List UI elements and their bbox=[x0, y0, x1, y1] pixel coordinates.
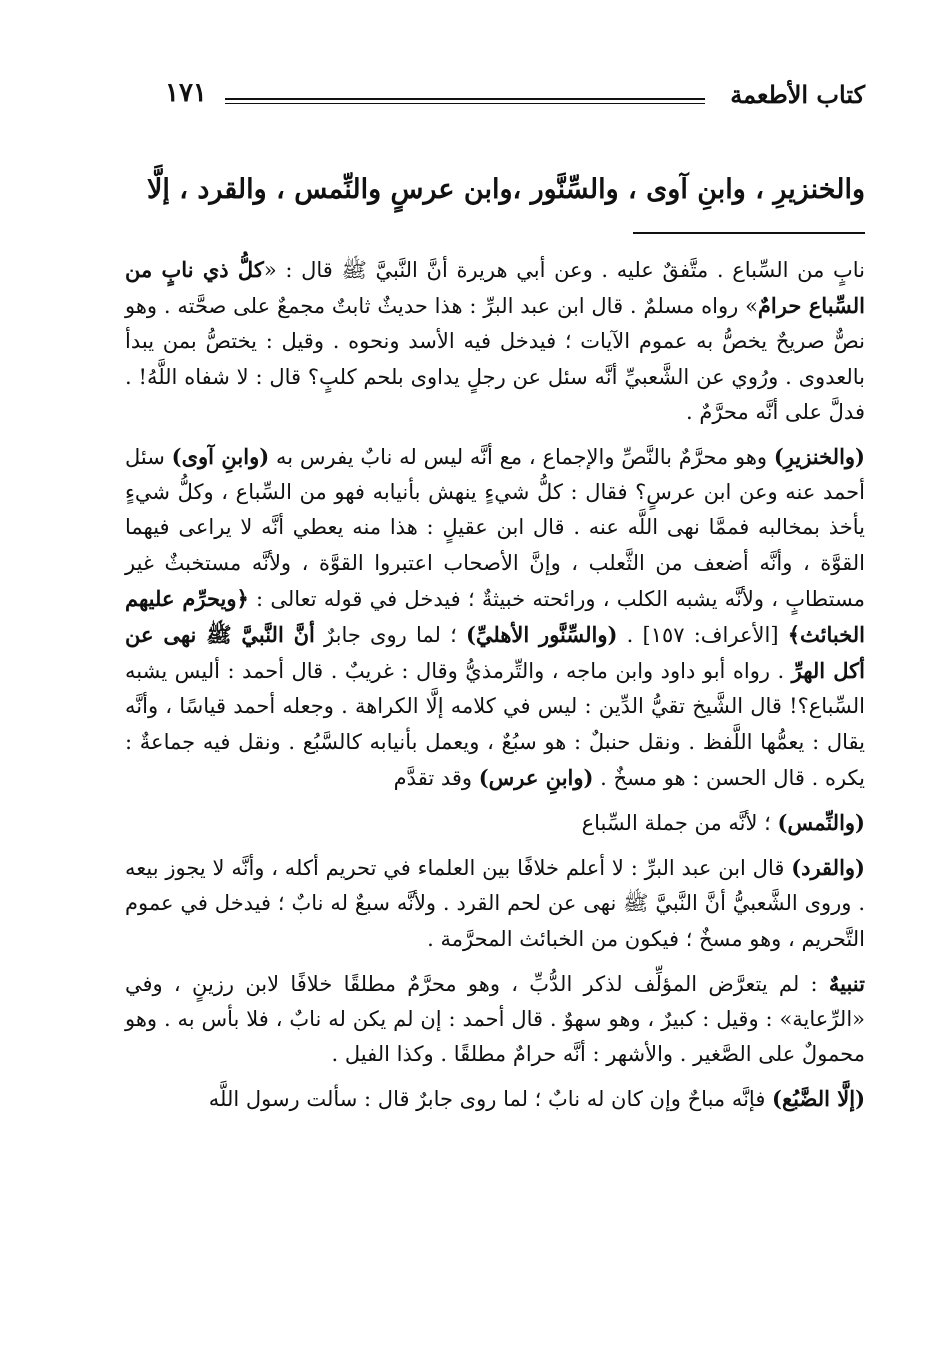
running-header bbox=[125, 78, 865, 118]
header-rule bbox=[225, 98, 705, 104]
text-run: سئل أحمد عنه وعن ابن عرسٍ؟ فقال : كلُّ شيءٍ ينهش بأنيابه فهو من السِّباع ، وكلُّ شيءٍ يأخذ بمخالبه فممَّا نهى اللَّه عنه . قال ابن عقيلٍ : هذا منه يعطي أنَّه لا يراعى فيهما القوَّة ، وأنَّه أضعف من الثَّعلب ، وإنَّ الأصحاب اعتبروا القوَّة ، ولأنَّه مستخبثٌ غير مستطابٍ ، ولأنَّه يشبه الكلب ، ورائحته خبيثةٌ ؛ فيدخل في قوله تعالى : bbox=[125, 445, 865, 611]
paragraph-2 bbox=[125, 439, 865, 796]
paragraph-6 bbox=[125, 1081, 865, 1117]
bold-term: (والنِّمس) bbox=[777, 810, 865, 836]
bold-quran-verse: ﴿ويحرِّم عليهم الخبائث﴾ bbox=[125, 585, 866, 648]
book-title: كتاب الأطعمة bbox=[730, 80, 865, 109]
text-run: وقد تقدَّم bbox=[393, 765, 479, 790]
text-run: [الأعراف: ١٥٧] . bbox=[617, 623, 788, 648]
paragraph-1 bbox=[125, 252, 865, 430]
bold-term: (وابنِ آوى) bbox=[171, 444, 270, 470]
text-run: : لم يتعرَّض المؤلِّف لذكر الدُّبِّ ، وهو محرَّمٌ مطلقًا خلافًا لابن رزينٍ ، وفي «الرِّعاية» : وقيل : كبيرٌ ، وهو سهوٌ . قال أحمد : إن لم يكن له نابٌ ، فلا بأس به . وهو محمولٌ على الصَّغير . والأشهر : أنَّه حرامٌ مطلقًا . وكذا الفيل . bbox=[125, 971, 865, 1067]
page-number: ١٧١ bbox=[165, 78, 207, 108]
commentary bbox=[125, 252, 865, 1118]
text-run: نابٍ من السِّباع . متَّفقٌ عليه . وعن أبي هريرة أنَّ النَّبيَّ ﷺ قال : « bbox=[263, 258, 865, 282]
paragraph-4 bbox=[125, 850, 865, 957]
paragraph-5 bbox=[125, 966, 865, 1073]
bold-term: (والسِّنَّور الأهليِّ) bbox=[465, 622, 618, 648]
text-run: » رواه مسلمٌ . قال ابن عبد البرِّ : هذا حديثٌ ثابتٌ مجمعٌ على صحَّته . وهو نصٌّ صريحٌ يخصُّ به عموم الآيات ؛ فيدخل فيه الأسد ونحوه . وقيل : يختصُّ بمن يبدأ بالعدوى . ورُوي عن الشَّعبيِّ أنَّه سئل عن رجلٍ يداوى بلحم كلبٍ؟ قال : لا شفاه اللَّهُ! . فدلَّ على أنَّه محرَّمٌ . bbox=[125, 294, 865, 424]
bold-hadith: كلُّ ذي نابٍ من السِّباع حرامٌ bbox=[125, 257, 866, 319]
page bbox=[125, 78, 865, 1127]
bold-hadith: أنَّ النَّبيَّ ﷺ نهى عن أكل الهرِّ bbox=[125, 622, 865, 684]
bold-term: (والخنزيرِ) bbox=[773, 444, 865, 470]
text-run: ؛ لأنَّه من جملة السِّباع bbox=[581, 811, 778, 836]
bold-term: (إلَّا الضَّبُع) bbox=[772, 1086, 865, 1112]
paragraph-3 bbox=[125, 805, 865, 841]
matn-text: والخنزيرِ ، وابنِ آوى ، والسِّنَّور ،وابن عرسٍ والنِّمس ، والقرد ، إلَّا bbox=[146, 174, 865, 205]
text-run: . رواه أبو داود وابن ماجه ، والتِّرمذيُّ وقال : غريبٌ . قال أحمد : أليس يشبه السِّباع؟! قال الشَّيخ تقيُّ الدِّين : ليس في كلامه إلَّا الكراهة . وجعله أحمد قياسًا ، وأنَّه يقال : يعمُّها اللَّفظ . ونقل حنبلٌ : هو سبُعٌ ، ويعمل بأنيابه كالسَّبُع . ونقل فيه جماعةٌ : يكره . قال الحسن : هو مسخٌ . bbox=[125, 659, 865, 790]
text-run: قال ابن عبد البرِّ : لا أعلم خلافًا بين العلماء في تحريم أكله ، وأنَّه لا يجوز بيعه . وروى الشَّعبيُّ أنَّ النَّبيَّ ﷺ نهى عن لحم القرد . ولأنَّه سبعٌ له نابٌ ؛ فيدخل في عموم التَّحريم ، وهو مسخٌ ؛ فيكون من الخبائث المحرَّمة . bbox=[125, 856, 865, 951]
text-run: فإنَّه مباحٌ وإن كان له نابٌ ؛ لما روى جابرٌ قال : سألت رسول اللَّه bbox=[208, 1087, 773, 1112]
bold-term: (والقرد) bbox=[791, 855, 865, 881]
matn-separator bbox=[633, 232, 865, 234]
text-run: ؛ لما روى جابرٌ bbox=[314, 623, 466, 648]
text-run: وهو محرَّمٌ بالنَّصِّ والإجماع ، مع أنَّه ليس له نابٌ يفرس به bbox=[269, 445, 774, 470]
bold-note-label: تنبيهٌ bbox=[828, 970, 865, 996]
bold-term: (وابنِ عرس) bbox=[478, 764, 594, 790]
